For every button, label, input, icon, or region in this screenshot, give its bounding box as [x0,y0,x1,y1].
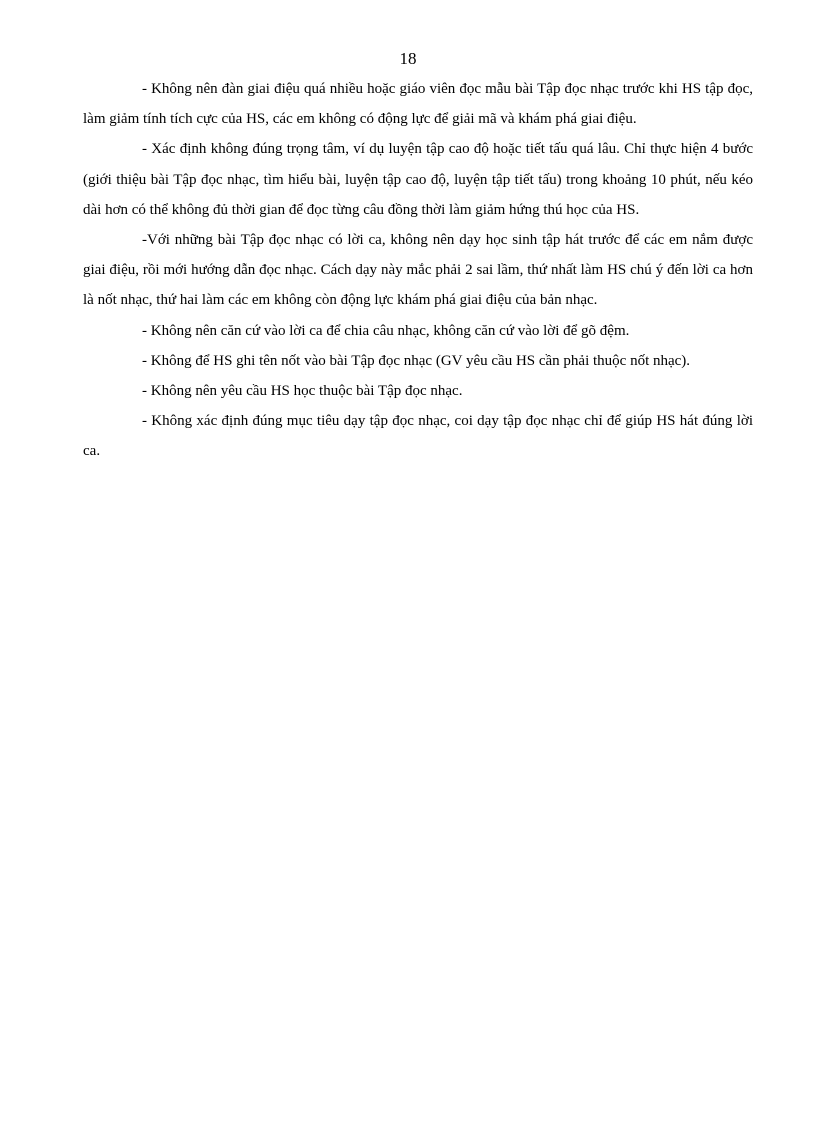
paragraph-7: - Không xác định đúng mục tiêu dạy tập đọc nhạc, coi dạy tập đọc nhạc chỉ để giúp HS hát đúng lời ca. [83,413,753,460]
paragraph-6: - Không nên yêu cầu HS học thuộc bài Tập đọc nhạc. [142,383,463,400]
paragraph-1: - Không nên đàn giai điệu quá nhiều hoặc giáo viên đọc mẫu bài Tập đọc nhạc trước khi HS tập đọc, làm giảm tính tích cực của HS, các em không có động lực để giải mã và khám phá giai điệu. [83,81,753,128]
paragraph-5: - Không để HS ghi tên nốt vào bài Tập đọc nhạc (GV yêu cầu HS cần phải thuộc nốt nhạc). [142,352,691,369]
paragraph-3: -Với những bài Tập đọc nhạc có lời ca, không nên dạy học sinh tập hát trước để các em nắm được giai điệu, rồi mới hướng dẫn đọc nhạc. Cách dạy này mắc phải 2 sai lầm, thứ nhất làm HS chú ý đến lời ca hơn là nốt nhạc, thứ hai làm các em không còn động lực khám phá giai điệu của bản nhạc. [83,232,753,309]
page-body [83,74,753,467]
page-number: 18 [399,49,417,68]
paragraph-4: - Không nên căn cứ vào lời ca để chia câu nhạc, không căn cứ vào lời để gõ đệm. [142,322,630,339]
paragraph-2: - Xác định không đúng trọng tâm, ví dụ luyện tập cao độ hoặc tiết tấu quá lâu. Chỉ thực hiện 4 bước (giới thiệu bài Tập đọc nhạc, tìm hiểu bài, luyện tập cao độ, luyện tập tiết tấu) trong khoảng 10 phút, nếu kéo dài hơn có thể không đủ thời gian để đọc từng câu đồng thời làm giảm hứng thú học của HS. [83,141,753,218]
